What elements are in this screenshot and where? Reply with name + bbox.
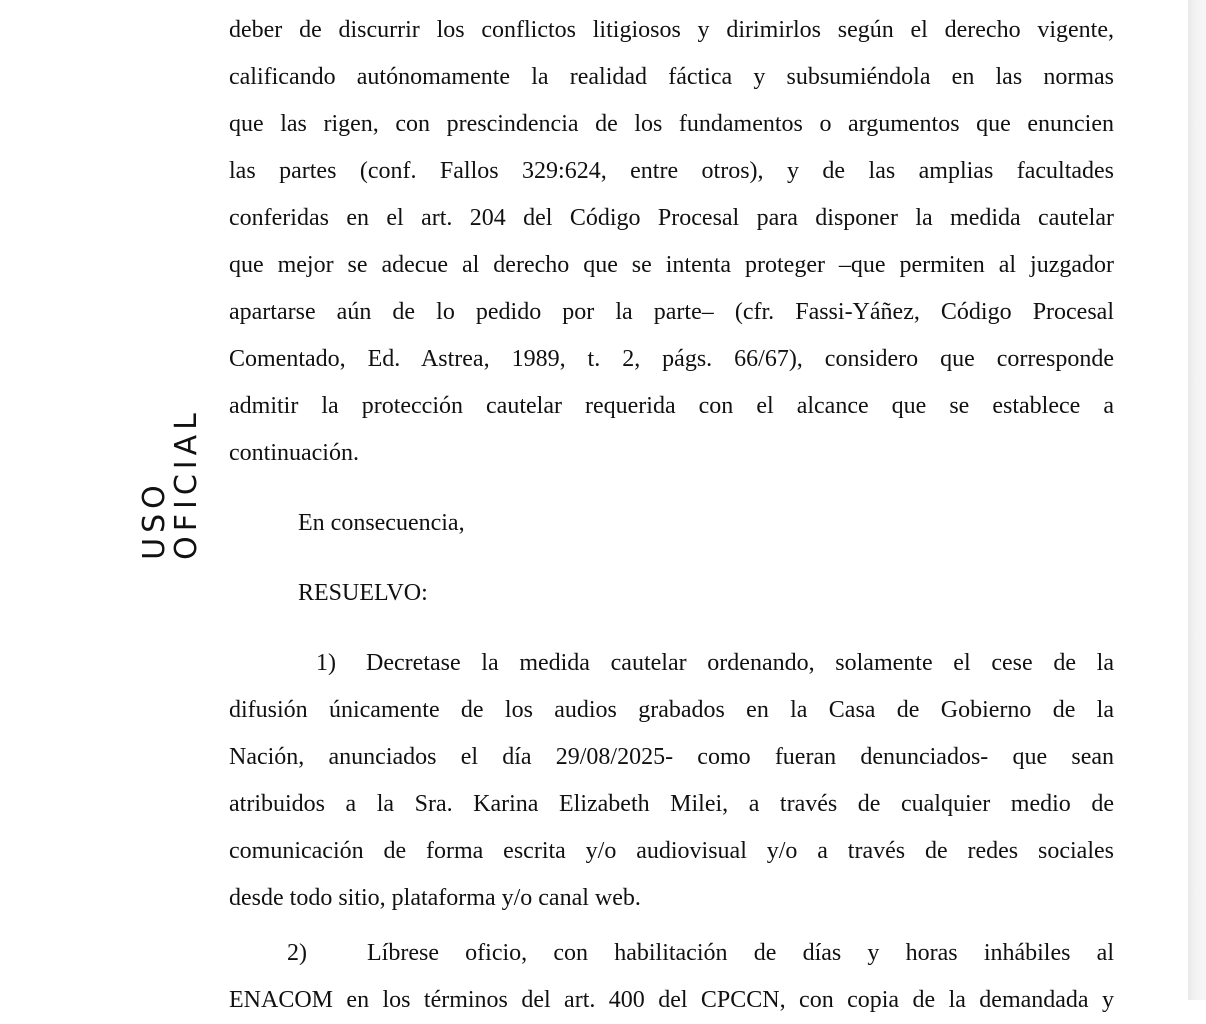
consequence-line: En consecuencia, bbox=[298, 510, 465, 536]
document-body bbox=[229, 7, 1114, 1024]
resolvo-heading: RESUELVO: bbox=[298, 580, 428, 606]
paragraph-considerations bbox=[229, 7, 1114, 477]
page-edge-shadow bbox=[1188, 0, 1206, 1000]
uso-oficial-stamp bbox=[137, 400, 204, 568]
text-line: ENACOM en los términos del art. 400 del CPCCN, con copia de la demandada y bbox=[229, 987, 1114, 1013]
item-number: 1) bbox=[316, 650, 336, 676]
text-line: las partes (conf. Fallos 329:624, entre otros), y de las amplias facultades bbox=[229, 158, 1114, 184]
resolution-item-2 bbox=[229, 930, 1114, 1024]
text-line: admitir la protección cautelar requerida con el alcance que se establece a bbox=[229, 393, 1114, 419]
text-line: Nación, anunciados el día 29/08/2025- como fueran denunciados- que sean bbox=[229, 744, 1114, 770]
text-line: 2) Líbrese oficio, con habilitación de días y horas inhábiles al bbox=[229, 930, 1114, 977]
text-line: desde todo sitio, plataforma y/o canal web. bbox=[229, 885, 641, 911]
text-line: continuación. bbox=[229, 440, 359, 466]
resolution-item-1 bbox=[229, 640, 1114, 922]
text-line: calificando autónomamente la realidad fáctica y subsumiéndola en las normas bbox=[229, 64, 1114, 90]
stamp-line-1: USO bbox=[137, 480, 172, 560]
text-line: deber de discurrir los conflictos litigiosos y dirimirlos según el derecho vigente, bbox=[229, 17, 1114, 43]
text-line: apartarse aún de lo pedido por la parte– (cfr. Fassi-Yáñez, Código Procesal bbox=[229, 299, 1114, 325]
text-line: 1) Decretase la medida cautelar ordenando, solamente el cese de la bbox=[229, 640, 1114, 687]
text-line: atribuidos a la Sra. Karina Elizabeth Milei, a través de cualquier medio de bbox=[229, 791, 1114, 817]
text-line: que mejor se adecue al derecho que se intenta proteger –que permiten al juzgador bbox=[229, 252, 1114, 278]
text-line: que las rigen, con prescindencia de los fundamentos o argumentos que enuncien bbox=[229, 111, 1114, 137]
text-line: difusión únicamente de los audios grabados en la Casa de Gobierno de la bbox=[229, 697, 1114, 723]
item-number: 2) bbox=[287, 940, 307, 966]
text-line: comunicación de forma escrita y/o audiovisual y/o a través de redes sociales bbox=[229, 838, 1114, 864]
stamp-line-2: OFICIAL bbox=[169, 408, 204, 560]
text-line: conferidas en el art. 204 del Código Procesal para disponer la medida cautelar bbox=[229, 205, 1114, 231]
text-line: Comentado, Ed. Astrea, 1989, t. 2, págs. 66/67), considero que corresponde bbox=[229, 346, 1114, 372]
